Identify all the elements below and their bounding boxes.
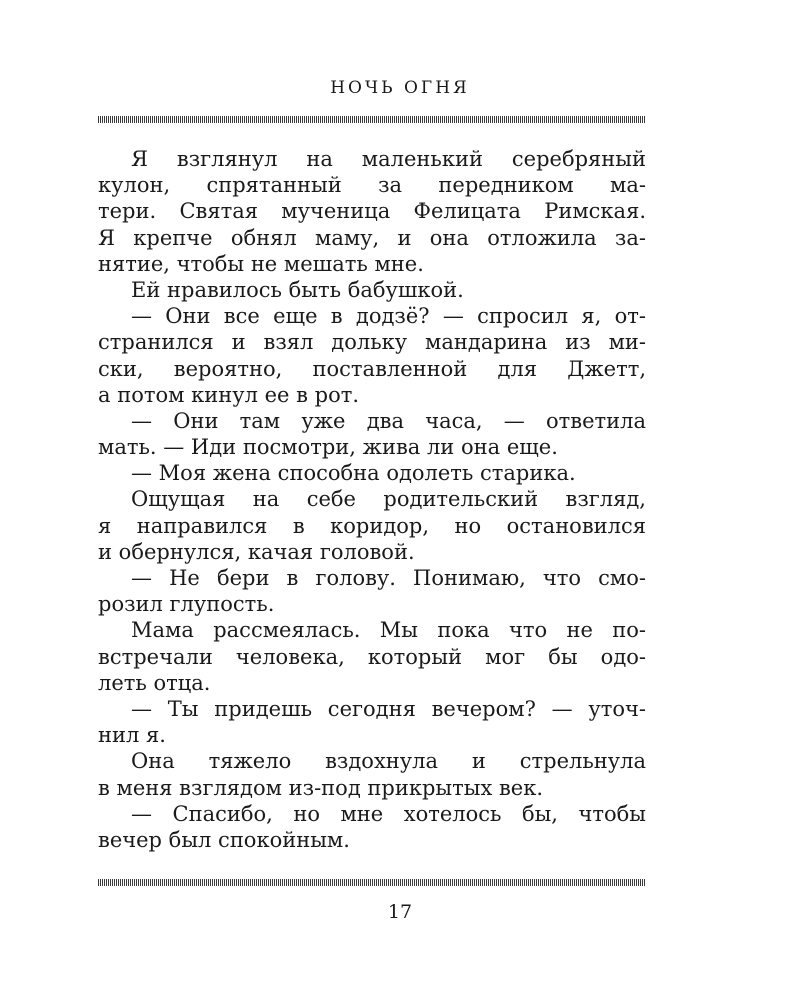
text-line: тери. Святая мученица Фелицата Римская.: [98, 199, 646, 224]
text-line: и обернулся, качая головой.: [98, 539, 415, 564]
text-line: кулон, спрятанный за передником ма-: [98, 173, 646, 198]
text-line: ски, вероятно, поставленной для Джетт,: [98, 356, 646, 381]
text-line: а потом кинул ее в рот.: [98, 382, 360, 407]
text-line: — Не бери в голову. Понимаю, что смо-: [131, 566, 646, 590]
text-line: — Они там уже два часа, — ответила: [131, 408, 646, 433]
text-line: — Моя жена способна одолеть старика.: [131, 461, 576, 486]
text-line: розил глупость.: [98, 592, 275, 617]
body-text: [98, 146, 646, 853]
text-line: встречали человека, который мог бы одо-: [98, 644, 646, 669]
text-line: мать. — Иди посмотри, жива ли она еще.: [98, 435, 558, 460]
text-line: странился и взял дольку мандарина из ми-: [98, 330, 646, 355]
header-rule: [98, 116, 646, 123]
text-line: Мама рассмеялась. Мы пока что не по-: [131, 618, 646, 643]
footer-rule: [98, 879, 646, 886]
text-line: Я крепче обнял маму, и она отложила за-: [98, 225, 646, 250]
text-line: — Ты придешь сегодня вечером? — уточ-: [131, 696, 646, 721]
text-line: Ей нравилось быть бабушкой.: [131, 277, 464, 302]
text-line: Она тяжело вздохнула и стрельнула: [131, 749, 646, 774]
text-line: нил я.: [98, 723, 166, 748]
text-line: Ощущая на себе родительский взгляд,: [131, 487, 646, 512]
text-line: вечер был спокойным.: [98, 827, 350, 852]
text-line: я направился в коридор, но остановился: [98, 513, 646, 538]
text-line: в меня взглядом из-под прикрытых век.: [98, 775, 544, 800]
running-head: НОЧЬ ОГНЯ: [330, 78, 470, 98]
text-line: Я взглянул на маленький серебряный: [131, 147, 646, 171]
text-line: — Спасибо, но мне хотелось бы, чтобы: [131, 801, 646, 826]
text-line: леть отца.: [98, 670, 211, 695]
page-number: 17: [387, 901, 413, 923]
text-line: нятие, чтобы не мешать мне.: [98, 251, 424, 276]
text-line: — Они все еще в додзё? — спросил я, от-: [131, 304, 646, 329]
